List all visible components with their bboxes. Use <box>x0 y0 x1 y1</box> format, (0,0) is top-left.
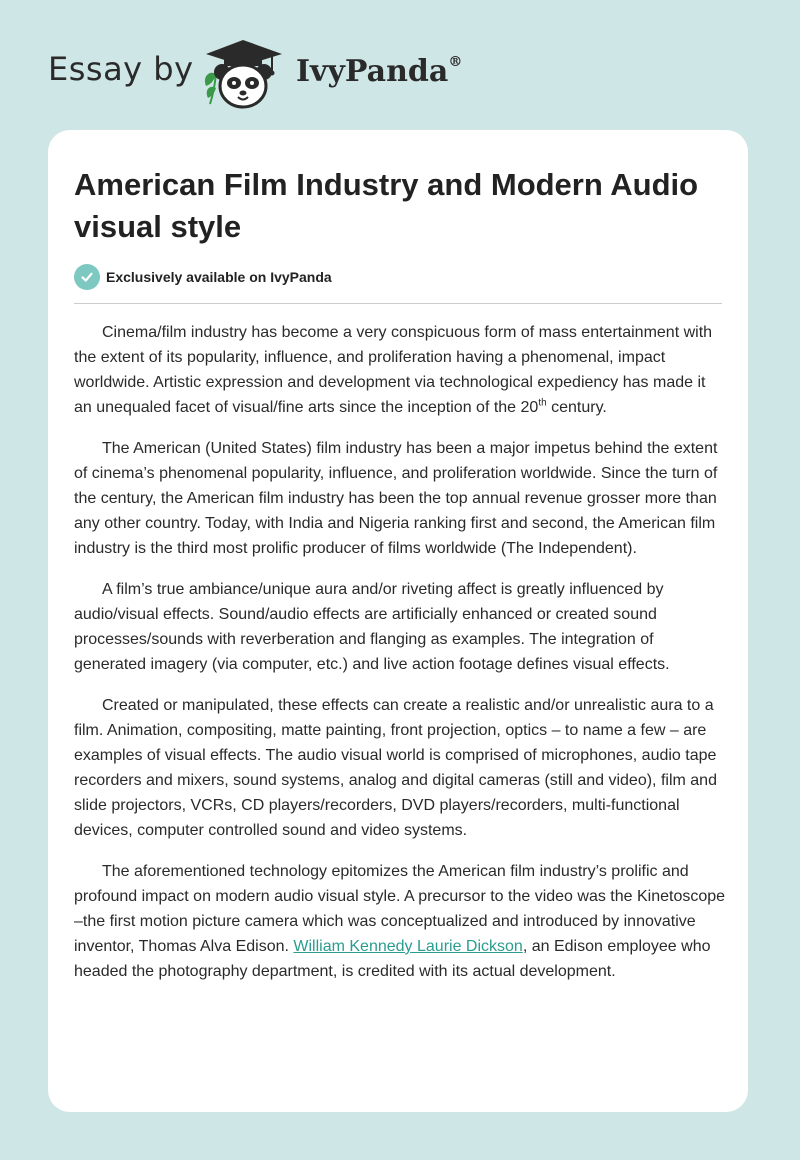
registered-mark: ® <box>448 54 463 70</box>
divider <box>74 303 722 304</box>
paragraph-2: The American (United States) film industry has been a major impetus behind the extent of cinema’s phenomenal popularity, influence, and proliferation worldwide. Since the turn of the century, the American film industry has been the top annual revenue grosser more than any other country. Today, with India and Nigeria ranking first and second, the American film industry is the third most prolific producer of films worldwide (The Independent). <box>74 440 718 557</box>
dickson-link[interactable]: William Kennedy Laurie Dickson <box>293 938 523 955</box>
paragraph-1: Cinema/film industry has become a very conspicuous form of mass entertainment with the extent of its popularity, influence, and proliferation having a phenomenal, impact worldwide. Artistic expression and development via technological expediency has made it an unequaled facet of visual/fine arts since the inception of the 20th century. <box>74 324 713 416</box>
essay-card <box>48 130 748 1112</box>
essay-by-label: Essay by <box>48 50 194 88</box>
paragraph-3: A film’s true ambiance/unique aura and/or riveting affect is greatly influenced by audio/visual effects. Sound/audio effects are artificially enhanced or created sound processes/sounds with reverberation and flanging as examples. The integration of generated imagery (via computer, etc.) and live action footage defines visual effects. <box>74 581 670 673</box>
paragraph-4: Created or manipulated, these effects can create a realistic and/or unrealistic aura to a film. Animation, compositing, matte painting, front projection, optics – to name a few – are examples of visual effects. The audio visual world is comprised of microphones, audio tape recorders and mixers, sound systems, analog and digital cameras (still and video), film and slide projectors, VCRs, CD players/recorders, DVD players/recorders, multi-functional devices, computer controlled sound and video systems. <box>74 697 717 839</box>
panda-graduate-icon[interactable] <box>200 36 286 110</box>
check-icon <box>74 264 100 290</box>
site-header <box>0 0 800 120</box>
brand-name[interactable]: IvyPanda® <box>296 54 463 89</box>
page-title: American Film Industry and Modern Audio visual style <box>74 167 699 244</box>
exclusive-label: Exclusively available on IvyPanda <box>106 269 332 285</box>
essay-body <box>74 320 726 1000</box>
exclusive-badge <box>74 264 332 290</box>
superscript-th: th <box>538 397 547 409</box>
paragraph-5: The aforementioned technology epitomizes the American film industry’s prolific and profound impact on modern audio visual style. A precursor to the video was the Kinetoscope –the first motion picture camera which was conceptualized and introduced by innovative inventor, Thomas Alva Edison. William Kennedy Laurie Dickson, an Edison employee who headed the photography department, is credited with its actual development. <box>74 863 726 980</box>
